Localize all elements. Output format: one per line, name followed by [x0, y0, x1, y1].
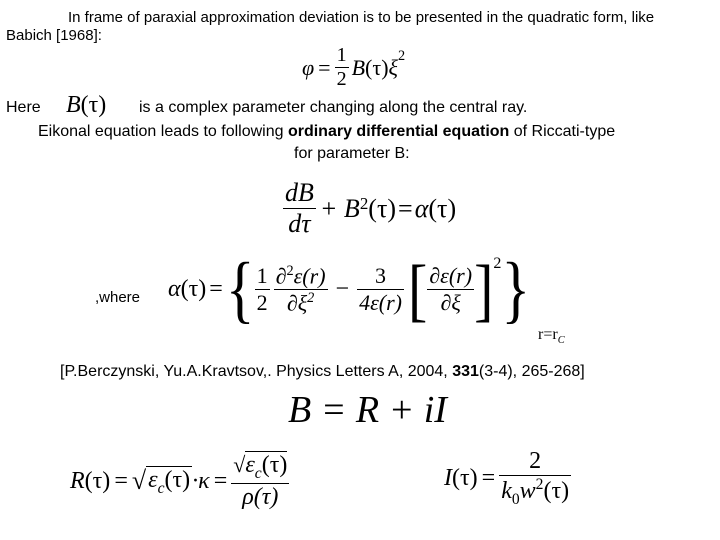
- eq3-n3: 3: [375, 263, 387, 288]
- eq3-eps-r: ε(r): [293, 263, 326, 288]
- eq3-d3: 4ε(r): [359, 290, 402, 315]
- eq3-arg: (τ): [180, 276, 207, 302]
- intro-line-1: In frame of paraxial approximation deviation is to be presented in the quadratic form, like: [68, 9, 655, 26]
- eq5-num-arg: (τ): [261, 452, 288, 478]
- eq5-R: R: [70, 467, 85, 494]
- eq6-targ: (τ): [543, 478, 570, 504]
- eq2-dtau: dτ: [288, 209, 311, 238]
- eikonal-post: of Riccati-type: [509, 123, 616, 140]
- eq3-partial: ∂: [275, 263, 287, 288]
- eq3-alpha: α: [168, 276, 181, 302]
- here-B-symbol: [66, 92, 106, 119]
- eikonal-line: [38, 123, 615, 141]
- eq6-eq: =: [481, 464, 496, 491]
- equation-R: R (τ) = √ $\varepsilon_c(\tau)$ ·κ = $\frac{√\varepsilon_c(\tau)}{\rho(\tau)}$: [70, 452, 288, 510]
- here-label: Here: [6, 99, 41, 116]
- eq6-k-sub: 0: [511, 490, 520, 508]
- eq3-partial-eps: ∂ε(r): [429, 263, 473, 288]
- eq3-square: 2: [493, 255, 502, 272]
- eq3-second-derivative: [274, 263, 328, 317]
- here-description: is a complex parameter changing along the central ray.: [139, 99, 528, 116]
- eikonal-bold: ordinary differential equation: [287, 123, 510, 140]
- eq6-fraction: [499, 448, 571, 509]
- here-B-arg: (τ): [80, 92, 107, 118]
- eq3-evaluation: [538, 326, 565, 346]
- eq5-kappa: ·κ: [192, 467, 210, 494]
- eq2-fraction: [283, 178, 316, 239]
- eq6-arg: (τ): [452, 464, 478, 491]
- eq1-num: 1: [336, 44, 347, 66]
- reference-pre: [P.Berczynski, Yu.A.Kravtsov,. Physics Letters A, 2004,: [60, 363, 453, 380]
- here-B: B: [66, 92, 81, 118]
- eq6-w-sup: 2: [535, 476, 544, 493]
- reference: [60, 363, 585, 381]
- eq6-den: [499, 476, 571, 509]
- eq2-arg: (τ): [368, 193, 397, 223]
- equation-I: [444, 448, 571, 509]
- eq6-k: k: [501, 478, 512, 504]
- eikonal-pre: Eikonal equation leads to following: [38, 123, 288, 140]
- eq1-phi: φ: [302, 54, 315, 80]
- eq3-eval: r=r: [538, 326, 558, 343]
- eq5-sqrt-body: [146, 466, 192, 498]
- equation-B: B = R + iI: [288, 389, 447, 431]
- intro-line-2: Babich [1968]:: [6, 27, 102, 44]
- eq5-num-eps: ε: [245, 452, 255, 478]
- eq3-d1: 2: [256, 290, 268, 315]
- eq6-num: 2: [529, 448, 542, 474]
- eq5-arg-t: (τ): [164, 466, 191, 493]
- eq5-fraction: [231, 452, 289, 511]
- eq3-dxi2: ∂ξ: [286, 290, 308, 316]
- eq2-alpha: α: [414, 193, 429, 223]
- equation-alpha: α (τ) = { $\frac{1}{2}$ $\frac{\partial^2\varepsilon(r)}{\partial\xi^2}$ − $\frac{3}{4\varepsilon(r)}$ [ $\frac{\partial\varepsilon(r)}{\partial\xi}$ ] $^2$ }: [168, 247, 531, 331]
- eq1-fraction: [335, 44, 349, 91]
- eq3-n1: 1: [256, 263, 268, 288]
- eq1-B: B: [351, 54, 366, 80]
- reference-volume: 331: [452, 363, 479, 380]
- eq1-den: 2: [336, 68, 347, 90]
- eq6-I: I: [444, 464, 452, 491]
- eq3-three-fourths: [357, 263, 404, 316]
- eq3-second-den: [285, 290, 316, 316]
- eq3-partial-sup: 2: [286, 262, 294, 279]
- eq2-pow: 2: [359, 194, 369, 213]
- equation-phi: φ = $\frac{1}{2}$ B (τ) ξ $^2$: [302, 44, 406, 90]
- eq5-arg: (τ): [84, 467, 111, 494]
- eq5-den: ρ(τ): [242, 483, 279, 510]
- eq5-eq: =: [114, 467, 128, 494]
- eq1-arg: (τ): [365, 54, 389, 80]
- eq2-plus-B: + B: [319, 193, 360, 223]
- eq5-num: $√\varepsilon_c(\tau)$: [233, 452, 288, 482]
- eq3-dxi2-sup: 2: [307, 290, 315, 306]
- eq3-half: [255, 263, 270, 316]
- eq3-minus: −: [335, 276, 350, 302]
- reference-post: (3-4), 265-268]: [478, 363, 585, 380]
- eq6-w: w: [519, 478, 536, 504]
- equation-riccati: [283, 178, 456, 239]
- eq1-pow: 2: [397, 48, 406, 64]
- eq3-second-num: [274, 263, 328, 289]
- eq3-eq: =: [209, 276, 223, 302]
- eq2-dB: dB: [285, 178, 314, 207]
- eq3-dxi: ∂ξ: [440, 290, 461, 315]
- where-label: ,where: [95, 289, 141, 306]
- eq5-eps: ε: [148, 466, 158, 493]
- for-parameter-label: for parameter B:: [294, 145, 410, 162]
- eq5-num-sub: c: [254, 464, 262, 482]
- eq5-eq2: =: [213, 467, 228, 494]
- eq3-eval-sub: C: [557, 335, 565, 347]
- eq2-eq: =: [398, 193, 413, 223]
- eq1-xi: ξ: [388, 54, 398, 80]
- eq3-first-derivative: [427, 263, 474, 316]
- eq5-sub-c: c: [157, 479, 165, 497]
- eq2-arg2: (τ): [428, 193, 457, 223]
